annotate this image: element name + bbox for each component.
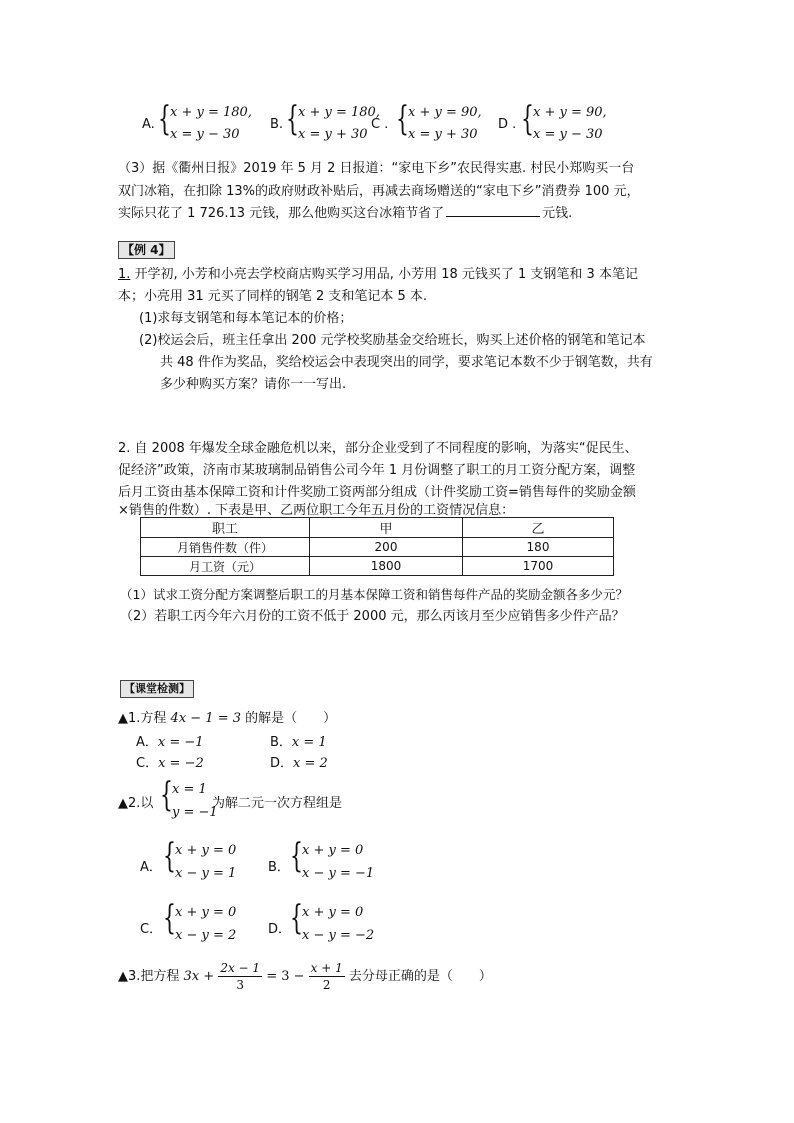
check-q1-prefix: ▲1.方程 bbox=[118, 711, 167, 726]
option-label: D． bbox=[270, 756, 294, 771]
table-header-row bbox=[141, 518, 614, 538]
option-label-b: B. bbox=[270, 117, 284, 132]
option-d-eq1: x + y = 90, bbox=[533, 105, 607, 120]
fraction-numerator: 2x − 1 bbox=[220, 961, 261, 975]
check-q2-prefix: ▲2.以 bbox=[118, 796, 154, 811]
check-q2-sys2: y = −1 bbox=[172, 805, 218, 820]
check-q2-option-label-d: D． bbox=[268, 922, 292, 937]
check-q3-middle: = 3 − bbox=[266, 969, 305, 984]
table-cell: 月工资（元） bbox=[141, 557, 310, 576]
option-b-eq2: x = y + 30 bbox=[298, 127, 368, 142]
table-header: 职工 bbox=[141, 518, 310, 538]
eq2: x − y = −2 bbox=[302, 928, 375, 943]
problem3-line3-end: 元钱. bbox=[542, 206, 573, 221]
check-q1-suffix: 的解是（ ） bbox=[245, 711, 337, 726]
check-tag: 【课堂检测】 bbox=[120, 680, 194, 698]
problem3-line1: （3）据《衢州日报》2019 年 5 月 2 日报道：“家电下乡”农民得实惠. 村民小郑购买一台 bbox=[118, 161, 635, 176]
check-q3-prefix: ▲3.把方程 bbox=[118, 969, 180, 984]
problem3-line3 bbox=[118, 203, 572, 224]
check-q3-stem bbox=[118, 960, 492, 993]
check-q1-option-c bbox=[136, 752, 204, 771]
option-label-a: A. bbox=[142, 117, 155, 132]
check-q2-option-label-c: C． bbox=[140, 922, 163, 937]
check-q1-equation: 4x − 1 = 3 bbox=[170, 711, 242, 726]
q2-sub2: （2）若职工丙今年六月份的工资不低于 2000 元，那么丙该月至少应销售多少件产品？ bbox=[120, 609, 625, 624]
check-q1-option-d bbox=[270, 752, 328, 771]
option-label: A． bbox=[136, 735, 158, 750]
table-header: 甲 bbox=[310, 518, 463, 538]
q1-sub2-line2: 共 48 件作为奖品，奖给校运会中表现突出的同学，要求笔记本数不少于钢笔数，共有 bbox=[160, 355, 653, 370]
option-value: x = 2 bbox=[293, 756, 328, 771]
q1-sub2-line3: 多少种购买方案？请你一一写出. bbox=[160, 377, 347, 392]
q1-line1-text: 开学初, 小芳和小亮去学校商店购买学习用品, 小芳用 18 元钱买了 1 支钢笔和 3 本笔记 bbox=[134, 267, 638, 282]
eq1: x + y = 0 bbox=[175, 905, 237, 920]
q2-line4: ×销售的件数）. 下表是甲、乙两位职工今年五月份的工资情况信息： bbox=[118, 503, 515, 518]
option-label: C． bbox=[136, 756, 159, 771]
check-q3-fraction1 bbox=[218, 960, 262, 993]
q2-line3: 后月工资由基本保障工资和计件奖励工资两部分组成（计件奖励工资=销售每件的奖励金额 bbox=[118, 485, 636, 500]
problem3-line3-start: 实际只花了 1 726.13 元钱，那么他购买这台冰箱节省了 bbox=[118, 206, 445, 221]
check-q2-suffix: 为解二元一次方程组是 bbox=[212, 796, 343, 811]
eq2: x − y = −1 bbox=[302, 866, 375, 881]
check-q1-option-b bbox=[270, 731, 327, 750]
check-q1-stem bbox=[118, 708, 336, 729]
table-row bbox=[141, 538, 614, 557]
table-cell: 200 bbox=[310, 538, 463, 557]
q1-number: 1. bbox=[118, 267, 131, 282]
option-c-eq2: x = y + 30 bbox=[408, 127, 478, 142]
table-cell: 180 bbox=[463, 538, 614, 557]
table-cell: 1800 bbox=[310, 557, 463, 576]
q2-line2: 促经济”政策，济南市某玻璃制品销售公司今年 1 月份调整了职工的月工资分配方案，调整 bbox=[118, 463, 636, 478]
eq1: x + y = 0 bbox=[302, 905, 364, 920]
check-q2-sys1: x = 1 bbox=[172, 782, 207, 797]
check-q2-option-label-b: B． bbox=[268, 860, 290, 875]
fraction-denominator: 3 bbox=[236, 978, 245, 992]
option-d-eq2: x = y − 30 bbox=[533, 127, 603, 142]
option-value: x = −2 bbox=[158, 756, 204, 771]
option-label-c: C . bbox=[371, 117, 389, 132]
table-row bbox=[141, 557, 614, 576]
q2-line1: 2. 自 2008 年爆发全球金融危机以来，部分企业受到了不同程度的影响，为落实“促民生、 bbox=[118, 441, 638, 456]
check-q3-term1: 3x + bbox=[183, 969, 215, 984]
option-a-eq1: x + y = 180, bbox=[170, 105, 252, 120]
eq1: x + y = 0 bbox=[302, 843, 364, 858]
option-label-d: D . bbox=[498, 117, 517, 132]
check-q3-suffix: 去分母正确的是（ ） bbox=[348, 969, 492, 984]
problem3-line2: 双门冰箱，在扣除 13%的政府财政补贴后，再减去商场赠送的“家电下乡”消费券 100 元， bbox=[118, 184, 640, 199]
example4-tag: 【例 4】 bbox=[118, 241, 175, 259]
answer-blank bbox=[446, 204, 540, 217]
option-value: x = −1 bbox=[157, 735, 204, 750]
option-c-eq1: x + y = 90, bbox=[408, 105, 482, 120]
option-b-eq1: x + y = 180, bbox=[298, 105, 380, 120]
fraction-denominator: 2 bbox=[322, 978, 331, 992]
q1-sub1: (1)求每支钢笔和每本笔记本的价格； bbox=[139, 311, 353, 326]
fraction-numerator: x + 1 bbox=[310, 961, 343, 975]
option-label: B． bbox=[270, 735, 292, 750]
eq1: x + y = 0 bbox=[175, 843, 237, 858]
check-q2-option-label-a: A． bbox=[140, 860, 162, 875]
option-value: x = 1 bbox=[291, 735, 327, 750]
q2-sub1: （1）试求工资分配方案调整后职工的月基本保障工资和销售每件产品的奖励金额各多少元？ bbox=[120, 587, 628, 602]
check-q1-option-a bbox=[136, 731, 204, 750]
q1-sub2-line1: (2)校运会后，班主任拿出 200 元学校奖励基金交给班长，购买上述价格的钢笔和笔记本 bbox=[139, 333, 646, 348]
option-a-eq2: x = y − 30 bbox=[170, 127, 240, 142]
q1-line1 bbox=[118, 264, 638, 285]
table-cell: 月销售件数（件） bbox=[141, 538, 310, 557]
q1-line2: 本；小亮用 31 元买了同样的钢笔 2 支和笔记本 5 本. bbox=[118, 289, 428, 304]
salary-table bbox=[140, 517, 614, 576]
eq2: x − y = 1 bbox=[175, 866, 237, 881]
check-q3-fraction2 bbox=[309, 960, 345, 993]
table-cell: 1700 bbox=[463, 557, 614, 576]
eq2: x − y = 2 bbox=[175, 928, 237, 943]
table-header: 乙 bbox=[463, 518, 614, 538]
